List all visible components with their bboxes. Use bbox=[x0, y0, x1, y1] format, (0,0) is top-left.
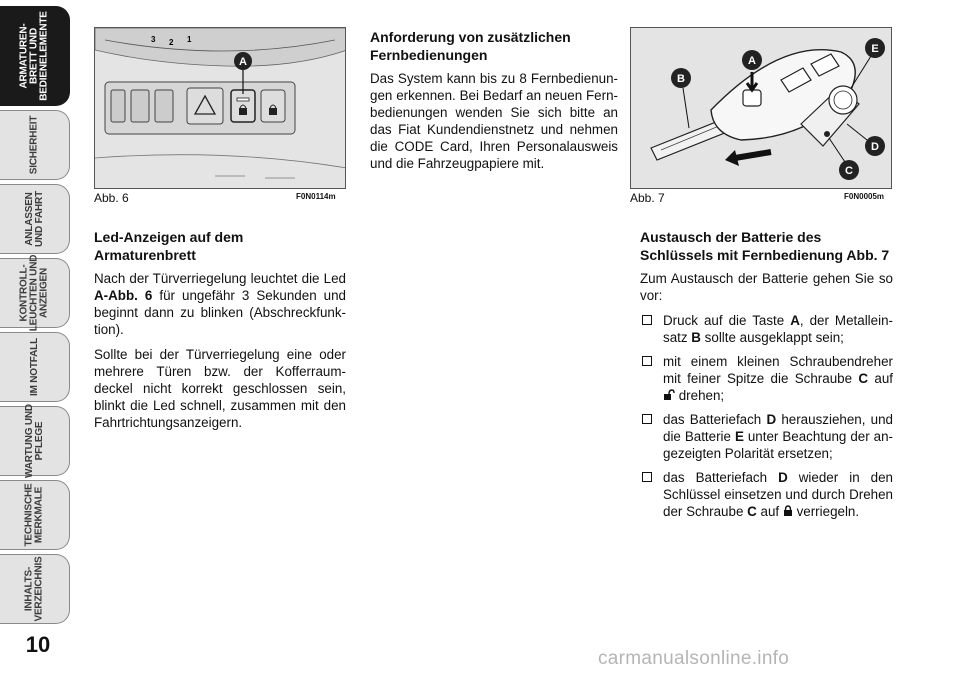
part-letter: C bbox=[747, 504, 757, 519]
dashboard-illustration bbox=[95, 28, 346, 189]
watermark: carmanualsonline.info bbox=[598, 648, 790, 669]
list-item bbox=[640, 312, 893, 346]
text-run: das Batteriefach bbox=[663, 470, 779, 485]
part-letter: A bbox=[790, 313, 800, 328]
tab-label: ARMATUREN- BRETT UND BEDIENELEMENTE bbox=[18, 11, 50, 101]
text-run: herausziehen, und die Batterie bbox=[663, 412, 893, 444]
lock-icon bbox=[783, 505, 793, 517]
text-run: Nach der Türverriegelung leuchtet die Led bbox=[94, 271, 346, 286]
steps-list bbox=[640, 312, 893, 520]
text-run: Druck auf die Taste bbox=[663, 313, 791, 328]
tab-wartung[interactable] bbox=[0, 406, 70, 476]
tab-kontrollleuchten[interactable] bbox=[0, 254, 70, 332]
text-run: unter Beachtung der an-gezeigten Polarität ersetzen; bbox=[663, 429, 893, 461]
lock-closed-icon bbox=[239, 108, 247, 115]
section-heading: Led-Anzeigen auf dem Armaturenbrett bbox=[94, 229, 244, 263]
part-letter: D bbox=[766, 412, 777, 427]
callout-label: D bbox=[871, 141, 879, 153]
tab-label: SICHERHEIT bbox=[28, 115, 40, 175]
part-letter: B bbox=[691, 330, 701, 345]
text-run: auf bbox=[868, 371, 894, 386]
tab-label: WARTUNG UND PFLEGE bbox=[23, 404, 45, 478]
figure-dashboard-leds bbox=[94, 27, 346, 189]
text-run: sollte ausgeklappt sein; bbox=[700, 330, 844, 345]
checkbox-bullet-icon bbox=[642, 356, 652, 366]
section-heading: Anforderung von zusätzlichen Fernbedienungen bbox=[370, 29, 571, 63]
paragraph: Sollte bei der Türverriegelung eine oder mehrere Türen bzw. der Kofferraum-deckel nicht korrekt geschlossen sein, blinkt die Led schnell, zusammen mit den Fahrtrichtungsanzeigern. bbox=[94, 347, 346, 430]
part-letter: C bbox=[858, 371, 869, 386]
list-item bbox=[640, 411, 893, 462]
hazard-button bbox=[187, 88, 223, 124]
unlock-button bbox=[261, 90, 285, 122]
part-letter: D bbox=[778, 470, 788, 485]
lock-open-icon bbox=[269, 108, 277, 115]
text-run: , der Metallein-satz bbox=[663, 313, 893, 345]
paragraph: Zum Austausch der Batterie gehen Sie so vor: bbox=[640, 271, 893, 303]
unlock-icon bbox=[663, 389, 675, 401]
section-zusaetzliche-fernbedienungen bbox=[370, 28, 618, 180]
text-run: verriegeln. bbox=[792, 504, 860, 519]
callout-label: B bbox=[677, 73, 685, 85]
text-run: mit einem kleinen Schraubendreher mit feiner Spitze die Schraube bbox=[663, 354, 893, 386]
tab-label: INHALTS- VERZEICHNIS bbox=[23, 556, 45, 622]
section-led-anzeigen bbox=[94, 228, 346, 439]
text-run: das Batteriefach bbox=[663, 412, 767, 427]
dial-number: 1 bbox=[187, 35, 192, 44]
lock-button bbox=[231, 90, 255, 122]
callout-label: C bbox=[845, 165, 853, 177]
list-item bbox=[640, 353, 893, 404]
tab-anlassen[interactable] bbox=[0, 184, 70, 254]
list-item bbox=[640, 469, 893, 520]
battery bbox=[829, 86, 857, 114]
key-illustration bbox=[631, 28, 892, 189]
figure-caption: Abb. 6 bbox=[94, 191, 129, 205]
screw bbox=[824, 131, 830, 137]
paragraph: Das System kann bis zu 8 Fernbedienun-gen erkennen. Bei Bedarf an neuen Fern-bedienungen wenden Sie sich bitte an das Fiat Kundendienstnetz und nehmen die CODE Card, Ihren Personalausweis und die Fahrzeugpapiere mit. bbox=[370, 71, 618, 171]
tab-label: TECHNISCHE MERKMALE bbox=[23, 483, 45, 547]
checkbox-bullet-icon bbox=[642, 315, 652, 325]
text-run: auf bbox=[756, 504, 783, 519]
part-letter: E bbox=[734, 429, 744, 444]
tab-inhalt[interactable] bbox=[0, 554, 70, 624]
text-run: drehen; bbox=[675, 388, 725, 403]
figure-caption: Abb. 7 bbox=[630, 191, 665, 205]
dial-number: 2 bbox=[169, 38, 174, 47]
tab-technische[interactable] bbox=[0, 480, 70, 550]
tab-label: ANLASSEN UND FAHRT bbox=[23, 191, 45, 247]
chapter-sidebar bbox=[0, 0, 74, 676]
checkbox-bullet-icon bbox=[642, 414, 652, 424]
paragraph bbox=[94, 270, 346, 338]
tab-armaturenbrett[interactable] bbox=[0, 6, 70, 106]
page-number: 10 bbox=[25, 632, 51, 657]
callout-label: E bbox=[871, 43, 879, 55]
tab-label: KONTROLL- LEUCHTEN UND ANZEIGEN bbox=[18, 254, 50, 332]
section-heading: Austausch der Batterie des Schlüssels mit Fernbedienung Abb. 7 bbox=[640, 229, 890, 263]
dial-number: 3 bbox=[151, 35, 156, 44]
text-run: für ungefähr 3 Sekunden und beginnt dann zu blinken (Abschreckfunk-tion). bbox=[94, 288, 346, 337]
figure-key-battery bbox=[630, 27, 892, 189]
figure-reference: A-Abb. 6 bbox=[94, 288, 153, 303]
tab-label: IM NOTFALL bbox=[28, 338, 40, 396]
text-run: wieder in den Schlüssel einsetzen und durch Drehen der Schraube bbox=[663, 470, 893, 519]
tab-sicherheit[interactable] bbox=[0, 110, 70, 180]
led-indicator bbox=[237, 98, 249, 101]
figure-code: F0N0114m bbox=[296, 192, 336, 201]
tab-notfall[interactable] bbox=[0, 332, 70, 402]
checkbox-bullet-icon bbox=[642, 472, 652, 482]
section-batterie-austausch bbox=[640, 228, 893, 527]
callout-label: A bbox=[748, 55, 756, 67]
figure-code: F0N0005m bbox=[844, 192, 885, 201]
callout-label: A bbox=[239, 56, 247, 68]
